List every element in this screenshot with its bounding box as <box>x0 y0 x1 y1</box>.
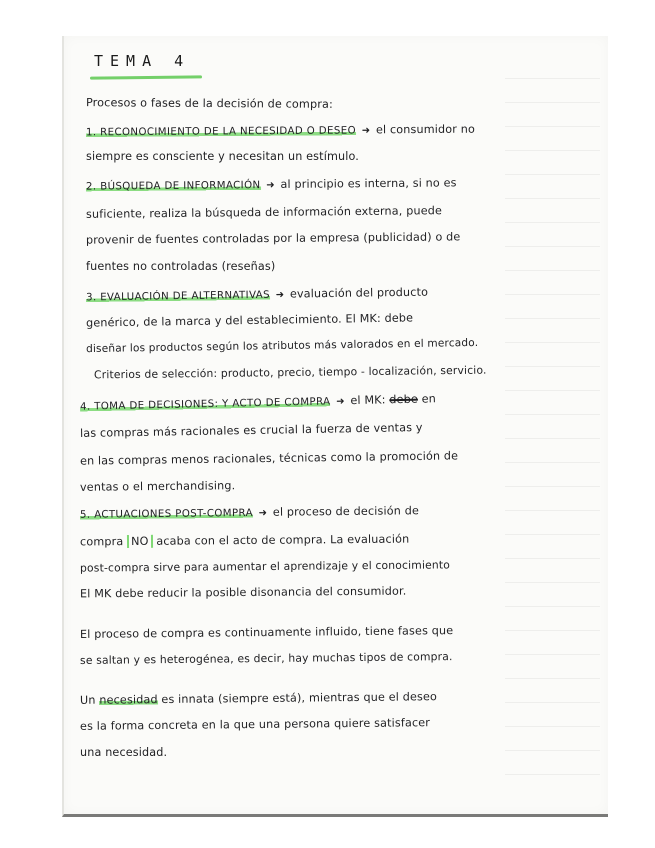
phase-5-line-2: compra NO acaba con el acto de compra. La evaluación <box>79 532 410 549</box>
phase-5-line-3: post-compra sirve para aumentar el aprendizaje y el conocimiento <box>79 558 451 575</box>
crossed-out-word: debe <box>389 392 419 407</box>
phase-3-line-3: diseñar los productos según los atributos más valorados en el mercado. <box>85 336 479 356</box>
intro-line: Procesos o fases de la decisión de compra: <box>85 96 333 111</box>
phase-5-line-4: El MK debe reducir la posible disonancia del consumidor. <box>79 584 407 601</box>
need-note-line-1: Un necesidad es innata (siempre está), mientras que el deseo <box>79 690 438 707</box>
phase-3-line-1: 3. EVALUACIÓN DE ALTERNATIVAS ➜ evaluación del producto <box>85 285 429 304</box>
phase-2-line-1: 2. BÚSQUEDA DE INFORMACIÓN ➜ al principio es interna, si no es <box>85 176 457 193</box>
phase-1-heading: 1. RECONOCIMIENTO DE LA NECESIDAD O DESEO <box>85 125 357 139</box>
phase-1-line-2: siempre es consciente y necesitan un estímulo. <box>86 150 360 163</box>
phase-2-line-2: suficiente, realiza la búsqueda de información externa, puede <box>85 204 443 221</box>
arrow-icon: ➜ <box>361 125 371 137</box>
arrow-icon: ➜ <box>275 289 285 301</box>
phase-5-heading: 5. ACTUACIONES POST-COMPRA <box>79 507 253 521</box>
phase-2-line-3: provenir de fuentes controladas por la empresa (publicidad) o de <box>85 230 461 247</box>
phase-1-line-1: 1. RECONOCIMIENTO DE LA NECESIDAD O DESEO ➜ el consumidor no <box>85 122 476 139</box>
phase-3-line-2: genérico, de la marca y del establecimiento. El MK: debe <box>85 311 414 330</box>
arrow-icon: ➜ <box>258 507 268 519</box>
phase-4-line-3: en las compras menos racionales, técnicas como la promoción de <box>79 449 459 468</box>
arrow-icon: ➜ <box>266 179 275 192</box>
phase-4-line-4: ventas o el merchandising. <box>79 479 236 494</box>
phase-5-line-1: 5. ACTUACIONES POST-COMPRA ➜ el proceso de decisión de <box>79 504 420 521</box>
phase-3-heading: 3. EVALUACIÓN DE ALTERNATIVAS <box>85 289 271 304</box>
phase-4-line-1: 4. TOMA DE DECISIONES: Y ACTO DE COMPRA ➜ el MK: debe en <box>79 392 437 413</box>
show-through-text <box>505 60 600 780</box>
need-note-line-3: una necesidad. <box>80 746 168 759</box>
arrow-icon: ➜ <box>336 396 345 408</box>
phase-3-line-4: Criterios de selección: producto, precio, tiempo - localización, servicio. <box>93 363 487 382</box>
process-note-line-1: El proceso de compra es continuamente influido, tiene fases que <box>79 624 454 641</box>
phase-4-heading: 4. TOMA DE DECISIONES: Y ACTO DE COMPRA <box>79 396 331 413</box>
need-note-line-2: es la forma concreta en la que una persona quiere satisfacer <box>79 716 431 733</box>
phase-2-heading: 2. BÚSQUEDA DE INFORMACIÓN <box>85 180 261 193</box>
no-emphasis: NO <box>127 535 153 548</box>
phase-2-line-4: fuentes no controladas (reseñas) <box>86 260 276 273</box>
phase-4-line-2: las compras más racionales es crucial la fuerza de ventas y <box>79 421 423 440</box>
page-title: TEMA 4 <box>94 52 191 70</box>
need-term: necesidad <box>99 693 158 707</box>
process-note-line-2: se saltan y es heterogénea, es decir, hay muchas tipos de compra. <box>79 650 453 667</box>
